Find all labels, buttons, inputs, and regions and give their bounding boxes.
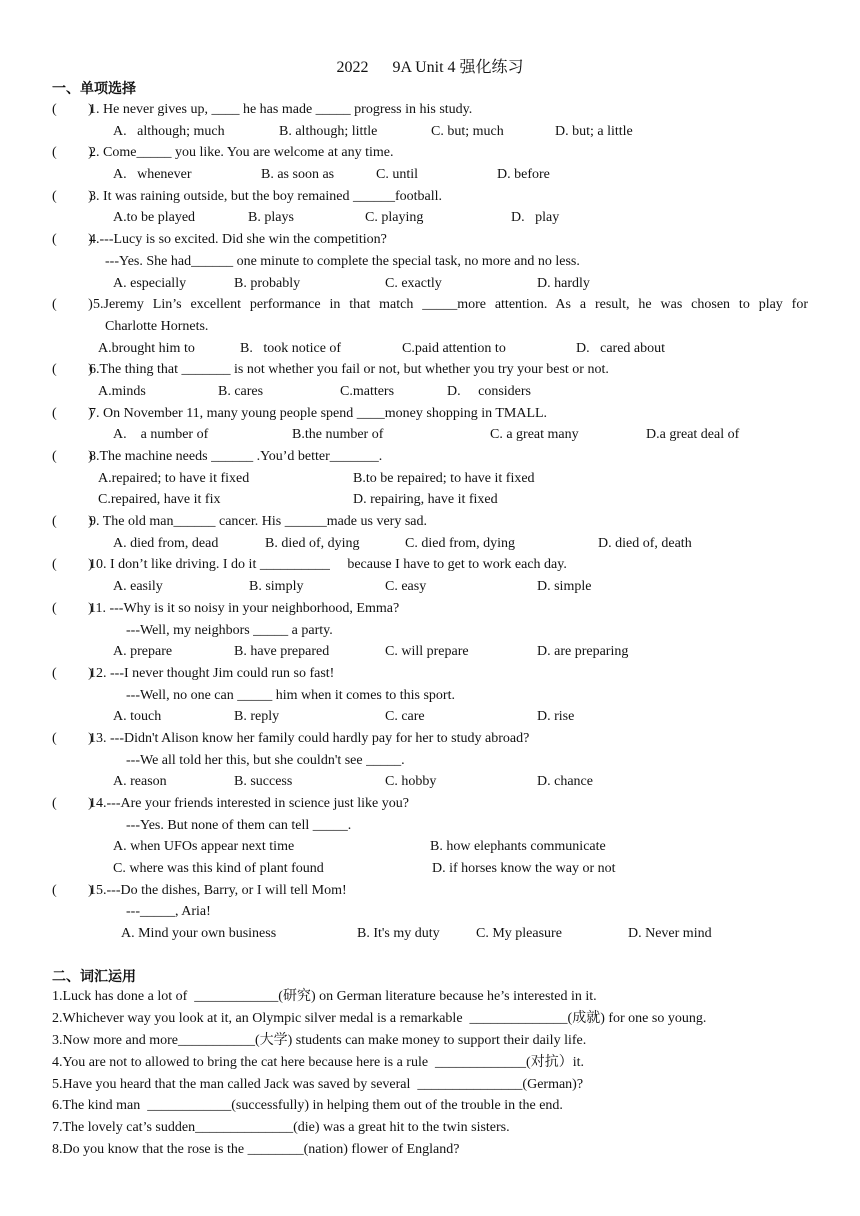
answer-option: B. have prepared — [234, 644, 330, 660]
question-text: Charlotte Hornets. — [105, 318, 209, 334]
answer-blank: ( ) — [52, 882, 93, 898]
answer-option: B.to be repaired; to have it fixed — [353, 470, 535, 486]
answer-option: B. how elephants communicate — [430, 839, 606, 855]
question-stem: 12. ---I never thought Jim could run so fast! — [89, 665, 335, 681]
answer-option: B. cares — [218, 383, 264, 399]
question-item — [0, 142, 860, 185]
question-stem: 3. It was raining outside, but the boy remained ______football. — [89, 188, 443, 204]
options-row — [0, 424, 860, 446]
vocab-item: 1.Luck has done a lot of ____________(研究) on German literature because he’s interested in it. — [52, 989, 597, 1004]
question-item — [0, 793, 860, 880]
answer-blank: ( ) — [52, 232, 93, 248]
answer-option: C. but; much — [431, 123, 504, 139]
answer-option: D. hardly — [537, 275, 590, 291]
options-row — [0, 381, 860, 403]
answer-option: A. especially — [113, 275, 187, 291]
answer-option: D. repairing, have it fixed — [353, 492, 498, 508]
question-line — [0, 663, 860, 685]
answer-option: C. until — [376, 167, 419, 183]
vocab-item: 3.Now more and more___________(大学) students can make money to support their daily life. — [52, 1032, 587, 1048]
answer-option: D. are preparing — [537, 644, 629, 660]
question-item — [0, 446, 860, 511]
question-item — [0, 99, 860, 142]
answer-option: A. whenever — [113, 167, 192, 183]
question-continuation — [0, 620, 860, 642]
answer-blank: ( ) — [52, 730, 93, 746]
question-text: ---Well, no one can _____ him when it comes to this sport. — [105, 687, 455, 703]
answer-option: C.repaired, have it fix — [98, 492, 221, 508]
question-line — [0, 728, 860, 750]
answer-option: C. My pleasure — [476, 926, 562, 942]
answer-option: A. easily — [113, 579, 163, 595]
question-item — [0, 663, 860, 728]
question-item — [0, 880, 860, 945]
answer-option: D. rise — [537, 709, 575, 725]
vocab-item: 4.You are not to allowed to bring the cat here because here is a rule _____________(对抗）it. — [52, 1054, 584, 1070]
question-text: ---We all told her this, but she couldn't see _____. — [105, 752, 405, 768]
answer-option: C. exactly — [385, 275, 442, 291]
answer-option: B. probably — [234, 275, 301, 291]
question-item — [0, 359, 860, 402]
question-text: ---Yes. She had______ one minute to complete the special task, no more and no less. — [105, 253, 580, 269]
question-stem: 11. ---Why is it so noisy in your neighborhood, Emma? — [89, 600, 400, 616]
answer-option: C.matters — [340, 383, 395, 399]
answer-option: A. when UFOs appear next time — [113, 839, 295, 855]
options-row — [0, 489, 860, 511]
answer-option: A. Mind your own business — [121, 926, 277, 942]
question-line — [0, 294, 860, 316]
answer-option: D.a great deal of — [646, 427, 740, 443]
options-row — [0, 121, 860, 143]
answer-option: B. success — [234, 774, 293, 790]
question-stem: 2. Come_____ you like. You are welcome at any time. — [89, 145, 394, 161]
question-item — [0, 229, 860, 294]
options-row — [0, 468, 860, 490]
options-row — [0, 706, 860, 728]
answer-option: C.paid attention to — [402, 340, 506, 356]
options-row — [0, 273, 860, 295]
question-continuation — [0, 251, 860, 273]
question-stem: 15.---Do the dishes, Barry, or I will tell Mom! — [89, 882, 347, 898]
question-stem: 6.The thing that _______ is not whether you fail or not, but whether you try your best or not. — [89, 362, 609, 378]
answer-option: D. before — [497, 167, 550, 183]
question-line — [0, 403, 860, 425]
answer-option: D. died of, death — [598, 535, 692, 551]
answer-option: D. simple — [537, 579, 592, 595]
answer-option: B. took notice of — [240, 340, 342, 356]
options-row — [0, 533, 860, 555]
options-row — [0, 923, 860, 945]
question-stem: 10. I don’t like driving. I do it __________ because I have to get to work each day. — [89, 557, 567, 573]
answer-option: B. although; little — [279, 123, 378, 139]
options-row — [0, 836, 860, 858]
question-stem: 14.---Are your friends interested in science just like you? — [89, 796, 409, 811]
question-continuation — [0, 316, 860, 338]
question-line — [0, 793, 860, 815]
answer-option: A. a number of — [113, 427, 209, 443]
answer-option: B. as soon as — [261, 167, 335, 183]
answer-option: B. It's my duty — [357, 926, 440, 942]
vocab-list — [52, 986, 812, 1161]
question-continuation — [0, 901, 860, 923]
answer-option: A. reason — [113, 774, 167, 790]
question-item — [0, 511, 860, 554]
question-line — [0, 598, 860, 620]
answer-option: D. chance — [537, 774, 593, 790]
question-item — [0, 728, 860, 793]
answer-option: C. will prepare — [385, 644, 469, 660]
answer-option: D. considers — [447, 383, 531, 399]
answer-blank: ( ) — [52, 297, 93, 313]
options-row — [0, 771, 860, 793]
question-stem: 13. ---Didn't Alison know her family could hardly pay for her to study abroad? — [89, 730, 530, 746]
question-continuation — [0, 815, 860, 837]
answer-blank: ( ) — [52, 514, 93, 530]
answer-option: A. touch — [113, 709, 162, 725]
question-continuation — [0, 685, 860, 707]
section-heading-vocab: 二、词汇运用 — [52, 969, 136, 985]
answer-option: A.to be played — [113, 210, 196, 226]
answer-option: D. play — [511, 210, 560, 226]
question-stem: 1. He never gives up, ____ he has made _____ progress in his study. — [89, 102, 473, 117]
question-stem: 5.Jeremy Lin’s excellent performance in that match _____more attention. As a result, he was chosen to play for — [93, 297, 808, 313]
question-line — [0, 359, 860, 381]
vocab-item: 8.Do you know that the rose is the ________(nation) flower of England? — [52, 1142, 460, 1158]
answer-option: C. where was this kind of plant found — [113, 861, 324, 877]
vocab-item: 6.The kind man ____________(successfully) in helping them out of the trouble in the end. — [52, 1098, 563, 1114]
answer-blank: ( ) — [52, 557, 93, 573]
question-item — [0, 294, 860, 359]
question-text: ---_____, Aria! — [105, 904, 211, 920]
answer-blank: ( ) — [52, 102, 93, 117]
options-row — [0, 207, 860, 229]
question-stem: 4.---Lucy is so excited. Did she win the competition? — [89, 232, 387, 248]
answer-option: C. died from, dying — [405, 535, 516, 551]
answer-blank: ( ) — [52, 188, 93, 204]
question-line — [0, 880, 860, 902]
answer-blank: ( ) — [52, 600, 93, 616]
options-row — [0, 858, 860, 880]
answer-blank: ( ) — [52, 362, 93, 378]
page-title: 2022 9A Unit 4 强化练习 — [336, 59, 524, 76]
answer-option: D. Never mind — [628, 926, 712, 942]
answer-option: B. simply — [249, 579, 304, 595]
question-line — [0, 446, 860, 468]
question-text: ---Well, my neighbors _____ a party. — [105, 622, 333, 638]
question-line — [0, 229, 860, 251]
answer-option: C. a great many — [490, 427, 579, 443]
answer-option: D. but; a little — [555, 123, 633, 139]
question-item — [0, 186, 860, 229]
question-text: ---Yes. But none of them can tell _____. — [105, 817, 352, 833]
question-item — [0, 598, 860, 663]
answer-option: A. died from, dead — [113, 535, 219, 551]
vocab-item: 7.The lovely cat’s sudden______________(die) was a great hit to the twin sisters. — [52, 1120, 510, 1136]
answer-option: B. died of, dying — [265, 535, 360, 551]
answer-option: A. prepare — [113, 644, 173, 660]
question-line — [0, 186, 860, 208]
answer-option: A.repaired; to have it fixed — [98, 470, 250, 486]
question-continuation — [0, 750, 860, 772]
answer-blank: ( ) — [52, 449, 93, 464]
question-line — [0, 511, 860, 533]
question-line — [0, 554, 860, 576]
question-line — [0, 142, 860, 164]
answer-option: C. hobby — [385, 774, 437, 790]
question-stem: 9. The old man______ cancer. His ______made us very sad. — [89, 514, 428, 530]
options-row — [0, 164, 860, 186]
answer-option: B.the number of — [292, 427, 384, 443]
answer-blank: ( ) — [52, 145, 93, 161]
answer-option: A. although; much — [113, 123, 225, 139]
answer-option: B. plays — [248, 210, 294, 226]
question-item — [0, 554, 860, 597]
answer-option: D. if horses know the way or not — [432, 861, 616, 877]
answer-blank: ( ) — [52, 665, 93, 681]
answer-option: A.minds — [98, 383, 146, 399]
section-heading-choice: 一、单项选择 — [52, 81, 136, 97]
answer-blank: ( ) — [52, 796, 93, 811]
answer-option: C. easy — [385, 579, 427, 595]
question-stem: 7. On November 11, many young people spend ____money shopping in TMALL. — [89, 405, 548, 421]
question-stem: 8.The machine needs ______ .You’d better_______. — [89, 449, 383, 464]
options-row — [0, 576, 860, 598]
answer-option: C. care — [385, 709, 425, 725]
answer-blank: ( ) — [52, 405, 93, 421]
options-row — [0, 338, 860, 360]
vocab-item: 5.Have you heard that the man called Jack was saved by several _______________(German)? — [52, 1076, 584, 1092]
question-line — [0, 99, 860, 121]
question-item — [0, 403, 860, 446]
answer-option: D. cared about — [576, 340, 666, 356]
answer-option: C. playing — [365, 210, 424, 226]
answer-option: B. reply — [234, 709, 280, 725]
options-row — [0, 641, 860, 663]
answer-option: A.brought him to — [98, 340, 195, 356]
vocab-item: 2.Whichever way you look at it, an Olympic silver medal is a remarkable ______________(成就) for one so young. — [52, 1010, 707, 1026]
question-list — [0, 99, 860, 945]
